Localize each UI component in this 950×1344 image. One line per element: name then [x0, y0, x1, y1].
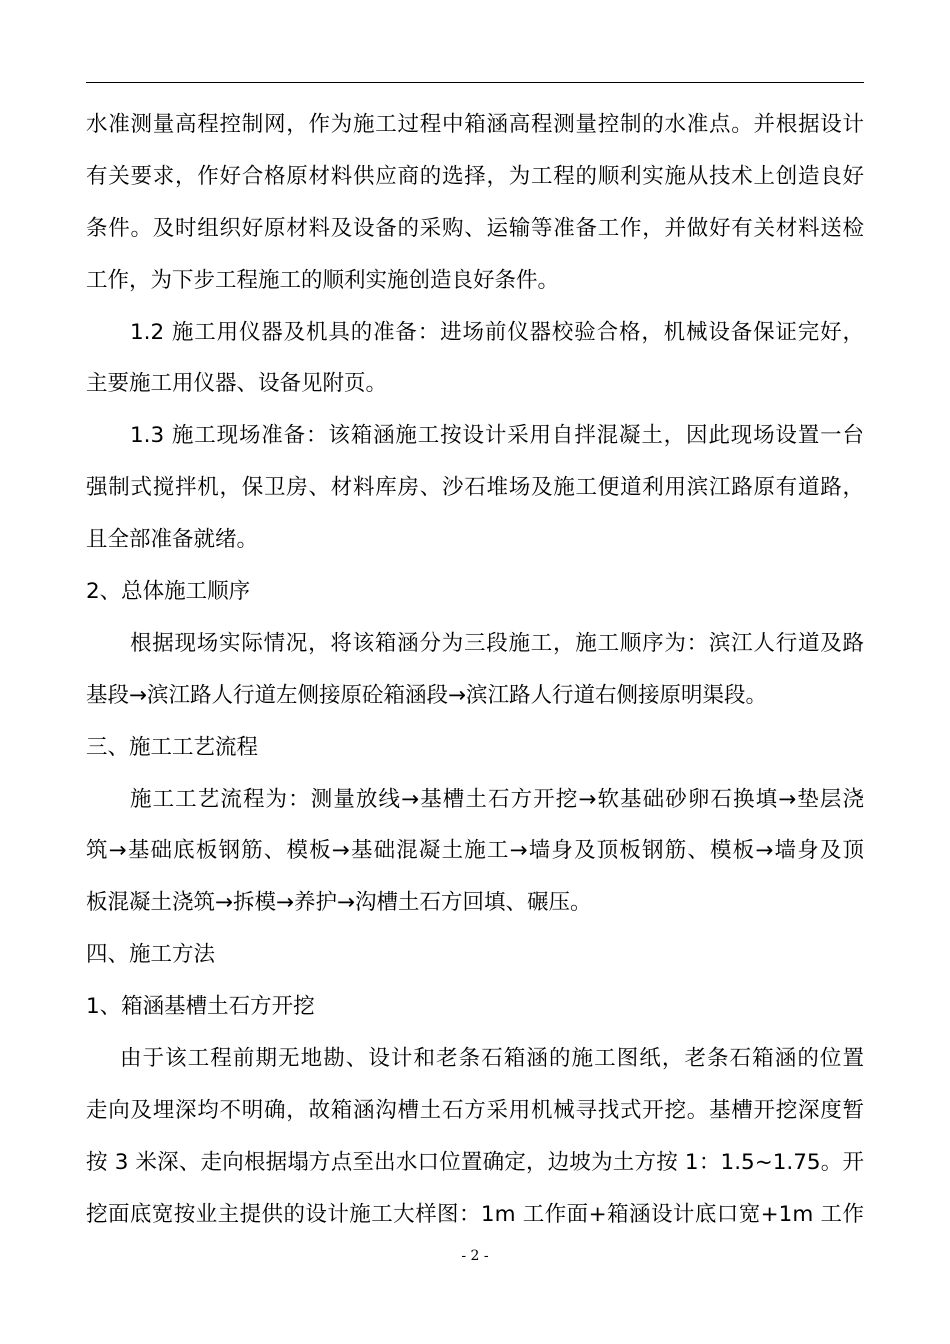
paragraph-line: 1.2 施工用仪器及机具的准备：进场前仪器校验合格，机械设备保证完好， [130, 319, 864, 345]
paragraph-line: 施工工艺流程为：测量放线→基槽土石方开挖→软基础砂卵石换填→垫层浇 [130, 786, 864, 812]
paragraph-line: 板混凝土浇筑→拆模→养护→沟槽土石方回填、碾压。 [86, 890, 592, 916]
paragraph-line: 筑→基础底板钢筋、模板→基础混凝土施工→墙身及顶板钢筋、模板→墙身及顶 [86, 838, 864, 864]
paragraph-line: 条件。及时组织好原材料及设备的采购、运输等准备工作，并做好有关材料送检 [86, 215, 864, 241]
paragraph-line: 挖面底宽按业主提供的设计施工大样图：1m 工作面+箱涵设计底口宽+1m 工作 [86, 1201, 864, 1227]
section-heading: 三、施工工艺流程 [86, 734, 259, 760]
paragraph-line: 按 3 米深、走向根据塌方点至出水口位置确定，边坡为土方按 1：1.5~1.75。开 [86, 1149, 864, 1175]
paragraph-line: 基段→滨江路人行道左侧接原砼箱涵段→滨江路人行道右侧接原明渠段。 [86, 682, 768, 708]
section-heading: 2、总体施工顺序 [86, 579, 251, 605]
section-heading: 四、施工方法 [86, 942, 216, 968]
paragraph-line: 走向及埋深均不明确，故箱涵沟槽土石方采用机械寻找式开挖。基槽开挖深度暂 [86, 1097, 864, 1123]
subsection-heading: 1、箱涵基槽土石方开挖 [86, 994, 315, 1020]
paragraph-line: 强制式搅拌机，保卫房、材料库房、沙石堆场及施工便道利用滨江路原有道路， [86, 475, 864, 501]
paragraph-line: 由于该工程前期无地勘、设计和老条石箱涵的施工图纸，老条石箱涵的位置 [120, 1046, 864, 1072]
document-body [86, 99, 864, 1241]
paragraph-line: 且全部准备就绪。 [86, 527, 259, 553]
paragraph-line: 1.3 施工现场准备：该箱涵施工按设计采用自拌混凝土，因此现场设置一台 [130, 423, 864, 449]
paragraph-line: 工作，为下步工程施工的顺利实施创造良好条件。 [86, 267, 560, 293]
paragraph-line: 有关要求，作好合格原材料供应商的选择，为工程的顺利实施从技术上创造良好 [86, 163, 864, 189]
paragraph-line: 主要施工用仪器、设备见附页。 [86, 371, 388, 397]
paragraph-line: 根据现场实际情况，将该箱涵分为三段施工，施工顺序为：滨江人行道及路 [130, 630, 864, 656]
paragraph-line: 水准测量高程控制网，作为施工过程中箱涵高程测量控制的水准点。并根据设计 [86, 112, 864, 137]
header-rule [86, 82, 864, 83]
page-number: - 2 - [461, 1248, 489, 1264]
